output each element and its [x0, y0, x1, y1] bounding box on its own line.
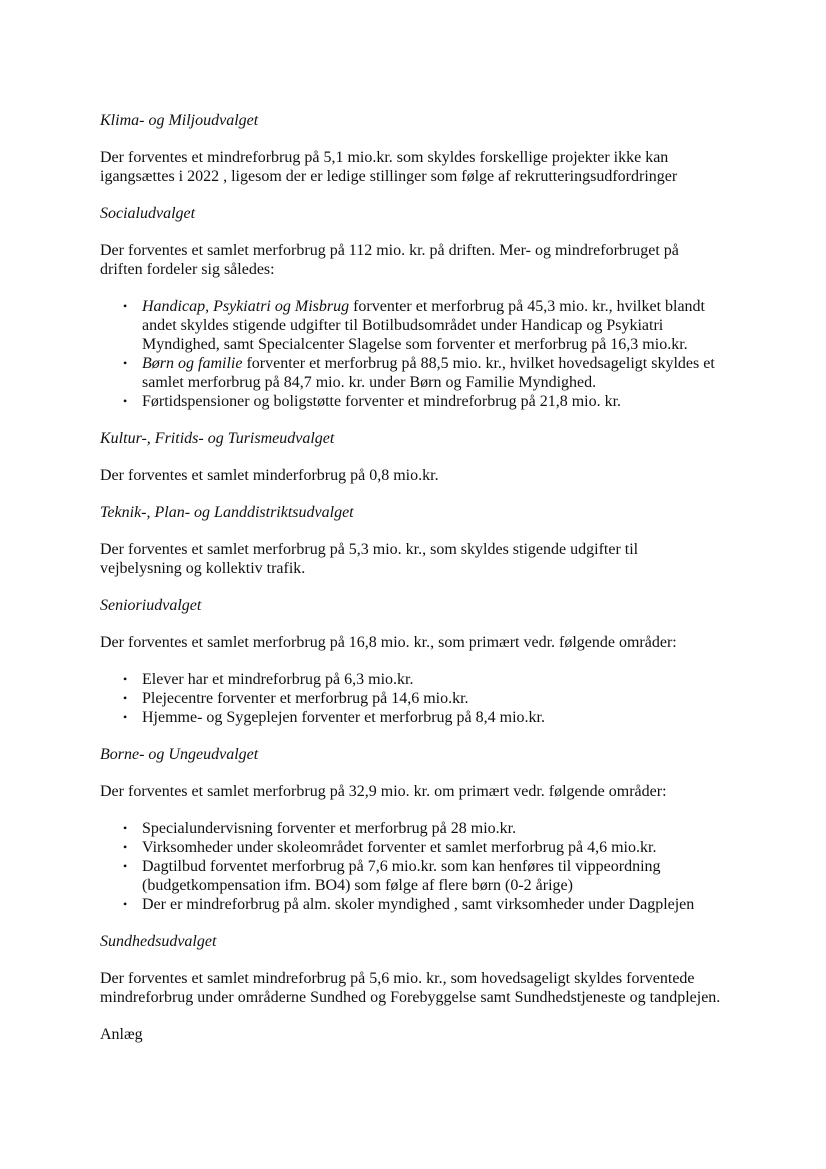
- list-item-text: Førtidspensioner og boligstøtte forventer et mindreforbrug på 21,8 mio. kr.: [142, 393, 622, 410]
- footer-heading: Anlæg: [100, 1026, 143, 1043]
- bullet-icon: •: [123, 897, 128, 911]
- bullet-icon: •: [123, 356, 128, 370]
- section-paragraph: Der forventes et samlet merforbrug på 112 mio. kr. på driften. Mer- og mindreforbruget på driften fordeler sig således:: [100, 242, 679, 278]
- section-paragraph: Der forventes et mindreforbrug på 5,1 mio.kr. som skyldes forskellige projekter ikke kan igangsættes i 2022 , ligesom der er ledige stillinger som følge af rekrutteringsudfordringer: [100, 149, 678, 185]
- list-item: [100, 819, 725, 838]
- bullet-icon: •: [123, 859, 128, 873]
- bullet-icon: •: [123, 299, 128, 313]
- section-heading: Sundhedsudvalget: [100, 933, 217, 950]
- list-item: [100, 857, 725, 895]
- list-item: [100, 354, 730, 392]
- list-item: [100, 297, 730, 354]
- list-item-text: Virksomheder under skoleområdet forventer et samlet merforbrug på 4,6 mio.kr.: [142, 839, 657, 856]
- list-item: [100, 689, 740, 708]
- list-item-text: forventer et merforbrug på 45,3 mio. kr., hvilket blandt andet skyldes stigende udgifter til Botilbudsområdet under Handicap og Psykiatri Myndighed, samt Specialcenter Slagelse som forventer et merforbrug på 16,3 mio.kr.: [142, 298, 705, 353]
- list-item-text: Specialundervisning forventer et merforbrug på 28 mio.kr.: [142, 820, 517, 837]
- bullet-list: [100, 819, 725, 914]
- section-heading: Senioriudvalget: [100, 597, 202, 614]
- list-item-lead: Handicap, Psykiatri og Misbrug: [142, 298, 350, 315]
- list-item-text: Der er mindreforbrug på alm. skoler myndighed , samt virksomheder under Dagplejen: [142, 896, 695, 913]
- list-item: [100, 838, 725, 857]
- section-paragraph: Der forventes et samlet merforbrug på 16,8 mio. kr., som primært vedr. følgende områder:: [100, 634, 677, 651]
- bullet-icon: •: [123, 840, 128, 854]
- list-item-lead: Børn og familie: [142, 355, 243, 372]
- section-heading: Kultur-, Fritids- og Turismeudvalget: [100, 430, 335, 447]
- bullet-icon: •: [123, 710, 128, 724]
- section-paragraph: Der forventes et samlet merforbrug på 5,3 mio. kr., som skyldes stigende udgifter til vejbelysning og kollektiv trafik.: [100, 541, 639, 577]
- section-heading: Teknik-, Plan- og Landdistriktsudvalget: [100, 504, 354, 521]
- list-item: [100, 708, 740, 727]
- section-paragraph: Der forventes et samlet merforbrug på 32,9 mio. kr. om primært vedr. følgende områder:: [100, 783, 667, 800]
- document-page: [100, 111, 740, 1044]
- list-item-text: Dagtilbud forventet merforbrug på 7,6 mio.kr. som kan henføres til vippeordning (budgetkompensation ifm. BO4) som følge af flere børn (0-2 årige): [142, 858, 661, 894]
- list-item-text: Elever har et mindreforbrug på 6,3 mio.kr.: [142, 671, 414, 688]
- list-item-text: Hjemme- og Sygeplejen forventer et merforbrug på 8,4 mio.kr.: [142, 709, 545, 726]
- section-heading: Socialudvalget: [100, 205, 196, 222]
- bullet-list: [100, 670, 740, 727]
- list-item: [100, 895, 725, 914]
- bullet-icon: •: [123, 691, 128, 705]
- bullet-list: [100, 297, 730, 411]
- bullet-icon: •: [123, 821, 128, 835]
- section-paragraph: Der forventes et samlet minderforbrug på 0,8 mio.kr.: [100, 467, 439, 484]
- list-item: [100, 670, 740, 689]
- list-item-text: Plejecentre forventer et merforbrug på 14,6 mio.kr.: [142, 690, 469, 707]
- section-heading: Klima- og Miljoudvalget: [100, 112, 259, 129]
- section-paragraph: Der forventes et samlet mindreforbrug på 5,6 mio. kr., som hovedsageligt skyldes forventede mindreforbrug under områderne Sundhed og Forebyggelse samt Sundhedstjeneste og tandplejen.: [100, 970, 721, 1006]
- list-item-text: forventer et merforbrug på 88,5 mio. kr., hvilket hovedsageligt skyldes et samlet merforbrug på 84,7 mio. kr. under Børn og Familie Myndighed.: [142, 355, 715, 391]
- bullet-icon: •: [123, 672, 128, 686]
- list-item: [100, 392, 730, 411]
- section-heading: Borne- og Ungeudvalget: [100, 746, 259, 763]
- bullet-icon: •: [123, 394, 128, 408]
